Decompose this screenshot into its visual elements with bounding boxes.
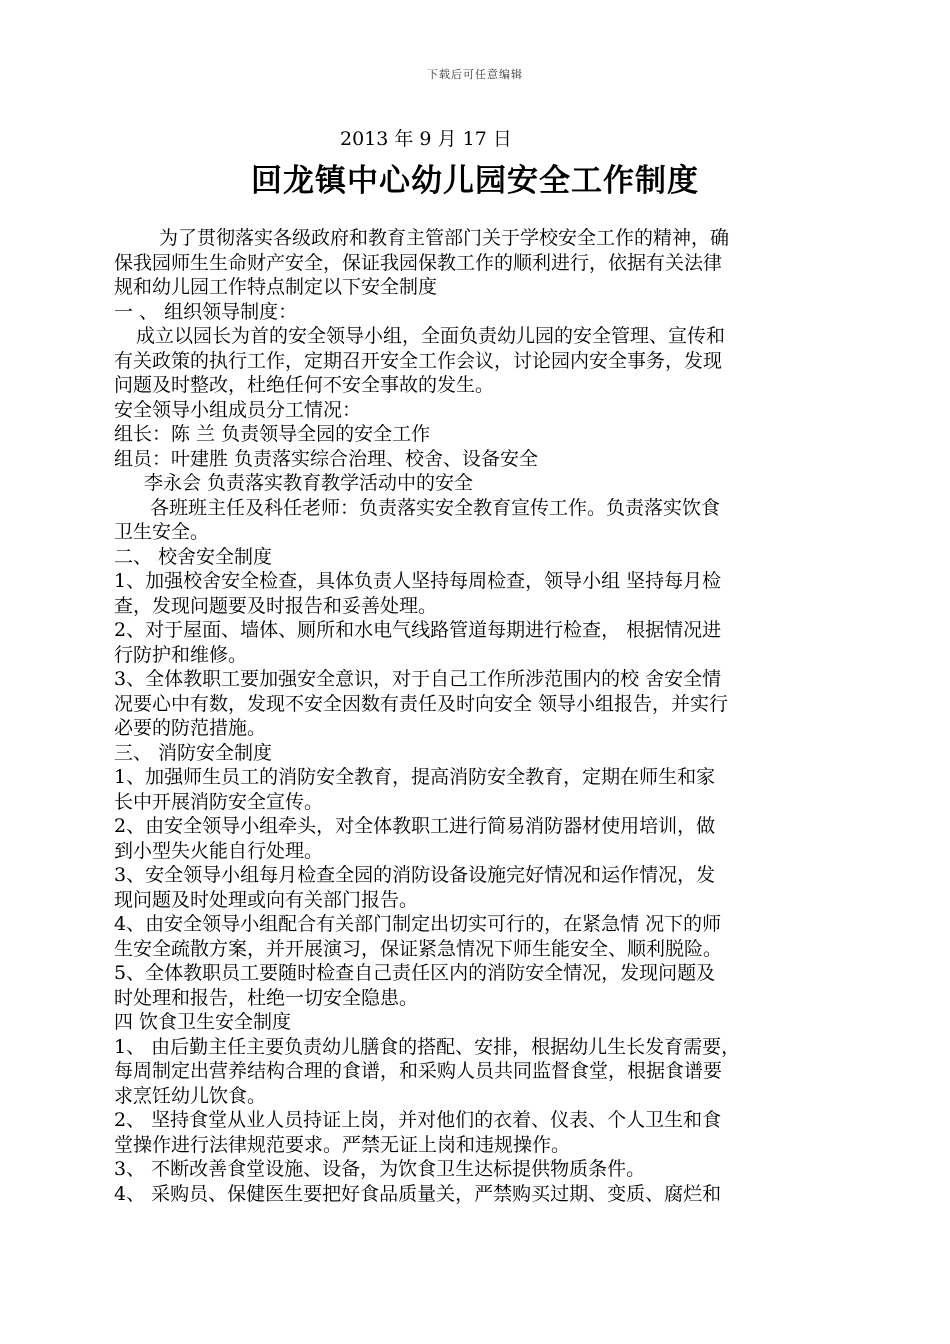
body-line: 行防护和维修。 bbox=[114, 643, 248, 666]
body-line: 3、全体教职工要加强安全意识，对于自己工作所涉范围内的校 舍安全情 bbox=[114, 668, 722, 690]
body-line: 时处理和报告，杜绝一切安全隐患。 bbox=[114, 986, 419, 1009]
body-line: 每周制定出营养结构合理的食谱，和采购人员共同监督食堂，根据食谱要 bbox=[114, 1060, 723, 1082]
body-line: 保我园师生生命财产安全，保证我园保教工作的顺利进行，依据有关法律 bbox=[114, 251, 723, 274]
body-line: 2、 坚持食堂从业人员持证上岗，并对他们的衣着、仪表、个人卫生和食 bbox=[114, 1109, 722, 1131]
body-line: 3、安全领导小组每月检查全园的消防设备设施完好情况和运作情况，发 bbox=[114, 864, 716, 886]
body-line: 现问题及时处理或向有关部门报告。 bbox=[114, 888, 419, 911]
body-line: 查，发现问题要及时报告和妥善处理。 bbox=[114, 594, 438, 617]
section-heading: 一 、 组织领导制度： bbox=[114, 300, 298, 323]
section-heading: 四 饮食卫生安全制度 bbox=[114, 1011, 292, 1033]
body-line: 有关政策的执行工作，定期召开安全工作会议，讨论园内安全事务，发现 bbox=[114, 349, 723, 372]
body-line: 李永会 负责落实教育教学活动中的安全 bbox=[144, 472, 474, 494]
body-line: 求烹饪幼儿饮食。 bbox=[114, 1084, 267, 1107]
body-line: 组员：叶建胜 负责落实综合治理、校舍、设备安全 bbox=[114, 447, 539, 470]
section-heading: 二、 校舍安全制度 bbox=[114, 545, 273, 568]
body-line: 1、加强师生员工的消防安全教育，提高消防安全教育，定期在师生和家 bbox=[114, 766, 716, 788]
body-line: 卫生安全。 bbox=[114, 521, 210, 543]
body-line: 4、由安全领导小组配合有关部门制定出切实可行的，在紧急情 况下的师 bbox=[114, 913, 722, 935]
body-line: 生安全疏散方案，并开展演习，保证紧急情况下师生能安全、顺利脱险。 bbox=[114, 937, 723, 960]
document-body bbox=[114, 226, 844, 1206]
section-heading: 三、 消防安全制度 bbox=[114, 741, 273, 764]
body-line: 况要心中有数，发现不安全因数有责任及时向安全 领导小组报告，并实行 bbox=[114, 692, 729, 715]
body-line: 各班班主任及科任老师：负责落实安全教育宣传工作。负责落实饮食 bbox=[150, 496, 721, 519]
body-line: 成立以园长为首的安全领导小组，全面负责幼儿园的安全管理、宣传和 bbox=[136, 325, 726, 347]
body-line: 问题及时整改，杜绝任何不安全事故的发生。 bbox=[114, 374, 495, 396]
body-line: 到小型失火能自行处理。 bbox=[114, 839, 324, 862]
body-line: 1、 由后勤主任主要负责幼儿膳食的搭配、安排，根据幼儿生长发育需要， bbox=[114, 1035, 741, 1058]
body-line: 4、 采购员、保健医生要把好食品质量关，严禁购买过期、变质、腐烂和 bbox=[114, 1182, 722, 1205]
body-line: 为了贯彻落实各级政府和教育主管部门关于学校安全工作的精神，确 bbox=[159, 227, 730, 249]
body-line: 2、由安全领导小组牵头，对全体教职工进行简易消防器材使用培训，做 bbox=[114, 815, 716, 837]
body-line: 长中开展消防安全宣传。 bbox=[114, 790, 324, 813]
body-line: 组长：陈 兰 负责领导全园的安全工作 bbox=[114, 423, 431, 445]
body-line: 1、加强校舍安全检查，具体负责人坚持每周检查，领导小组 坚持每月检 bbox=[114, 570, 722, 592]
body-line: 堂操作进行法律规范要求。严禁无证上岗和违规操作。 bbox=[114, 1133, 571, 1156]
document-title: 回龙镇中心幼儿园安全工作制度 bbox=[251, 163, 699, 199]
document-date: 2013 年 9 月 17 日 bbox=[340, 128, 512, 150]
body-line: 安全领导小组成员分工情况： bbox=[114, 398, 362, 421]
body-line: 3、 不断改善食堂设施、设备，为饮食卫生达标提供物质条件。 bbox=[114, 1158, 646, 1180]
body-line: 2、对于屋面、墙体、厕所和水电气线路管道每期进行检查， 根据情况进 bbox=[114, 619, 722, 641]
body-line: 必要的防范措施。 bbox=[114, 717, 267, 739]
body-line: 规和幼儿园工作特点制定以下安全制度 bbox=[114, 276, 438, 298]
body-line: 5、全体教职员工要随时检查自己责任区内的消防安全情况，发现问题及 bbox=[114, 962, 716, 984]
header-note: 下载后可任意编辑 bbox=[427, 68, 523, 81]
